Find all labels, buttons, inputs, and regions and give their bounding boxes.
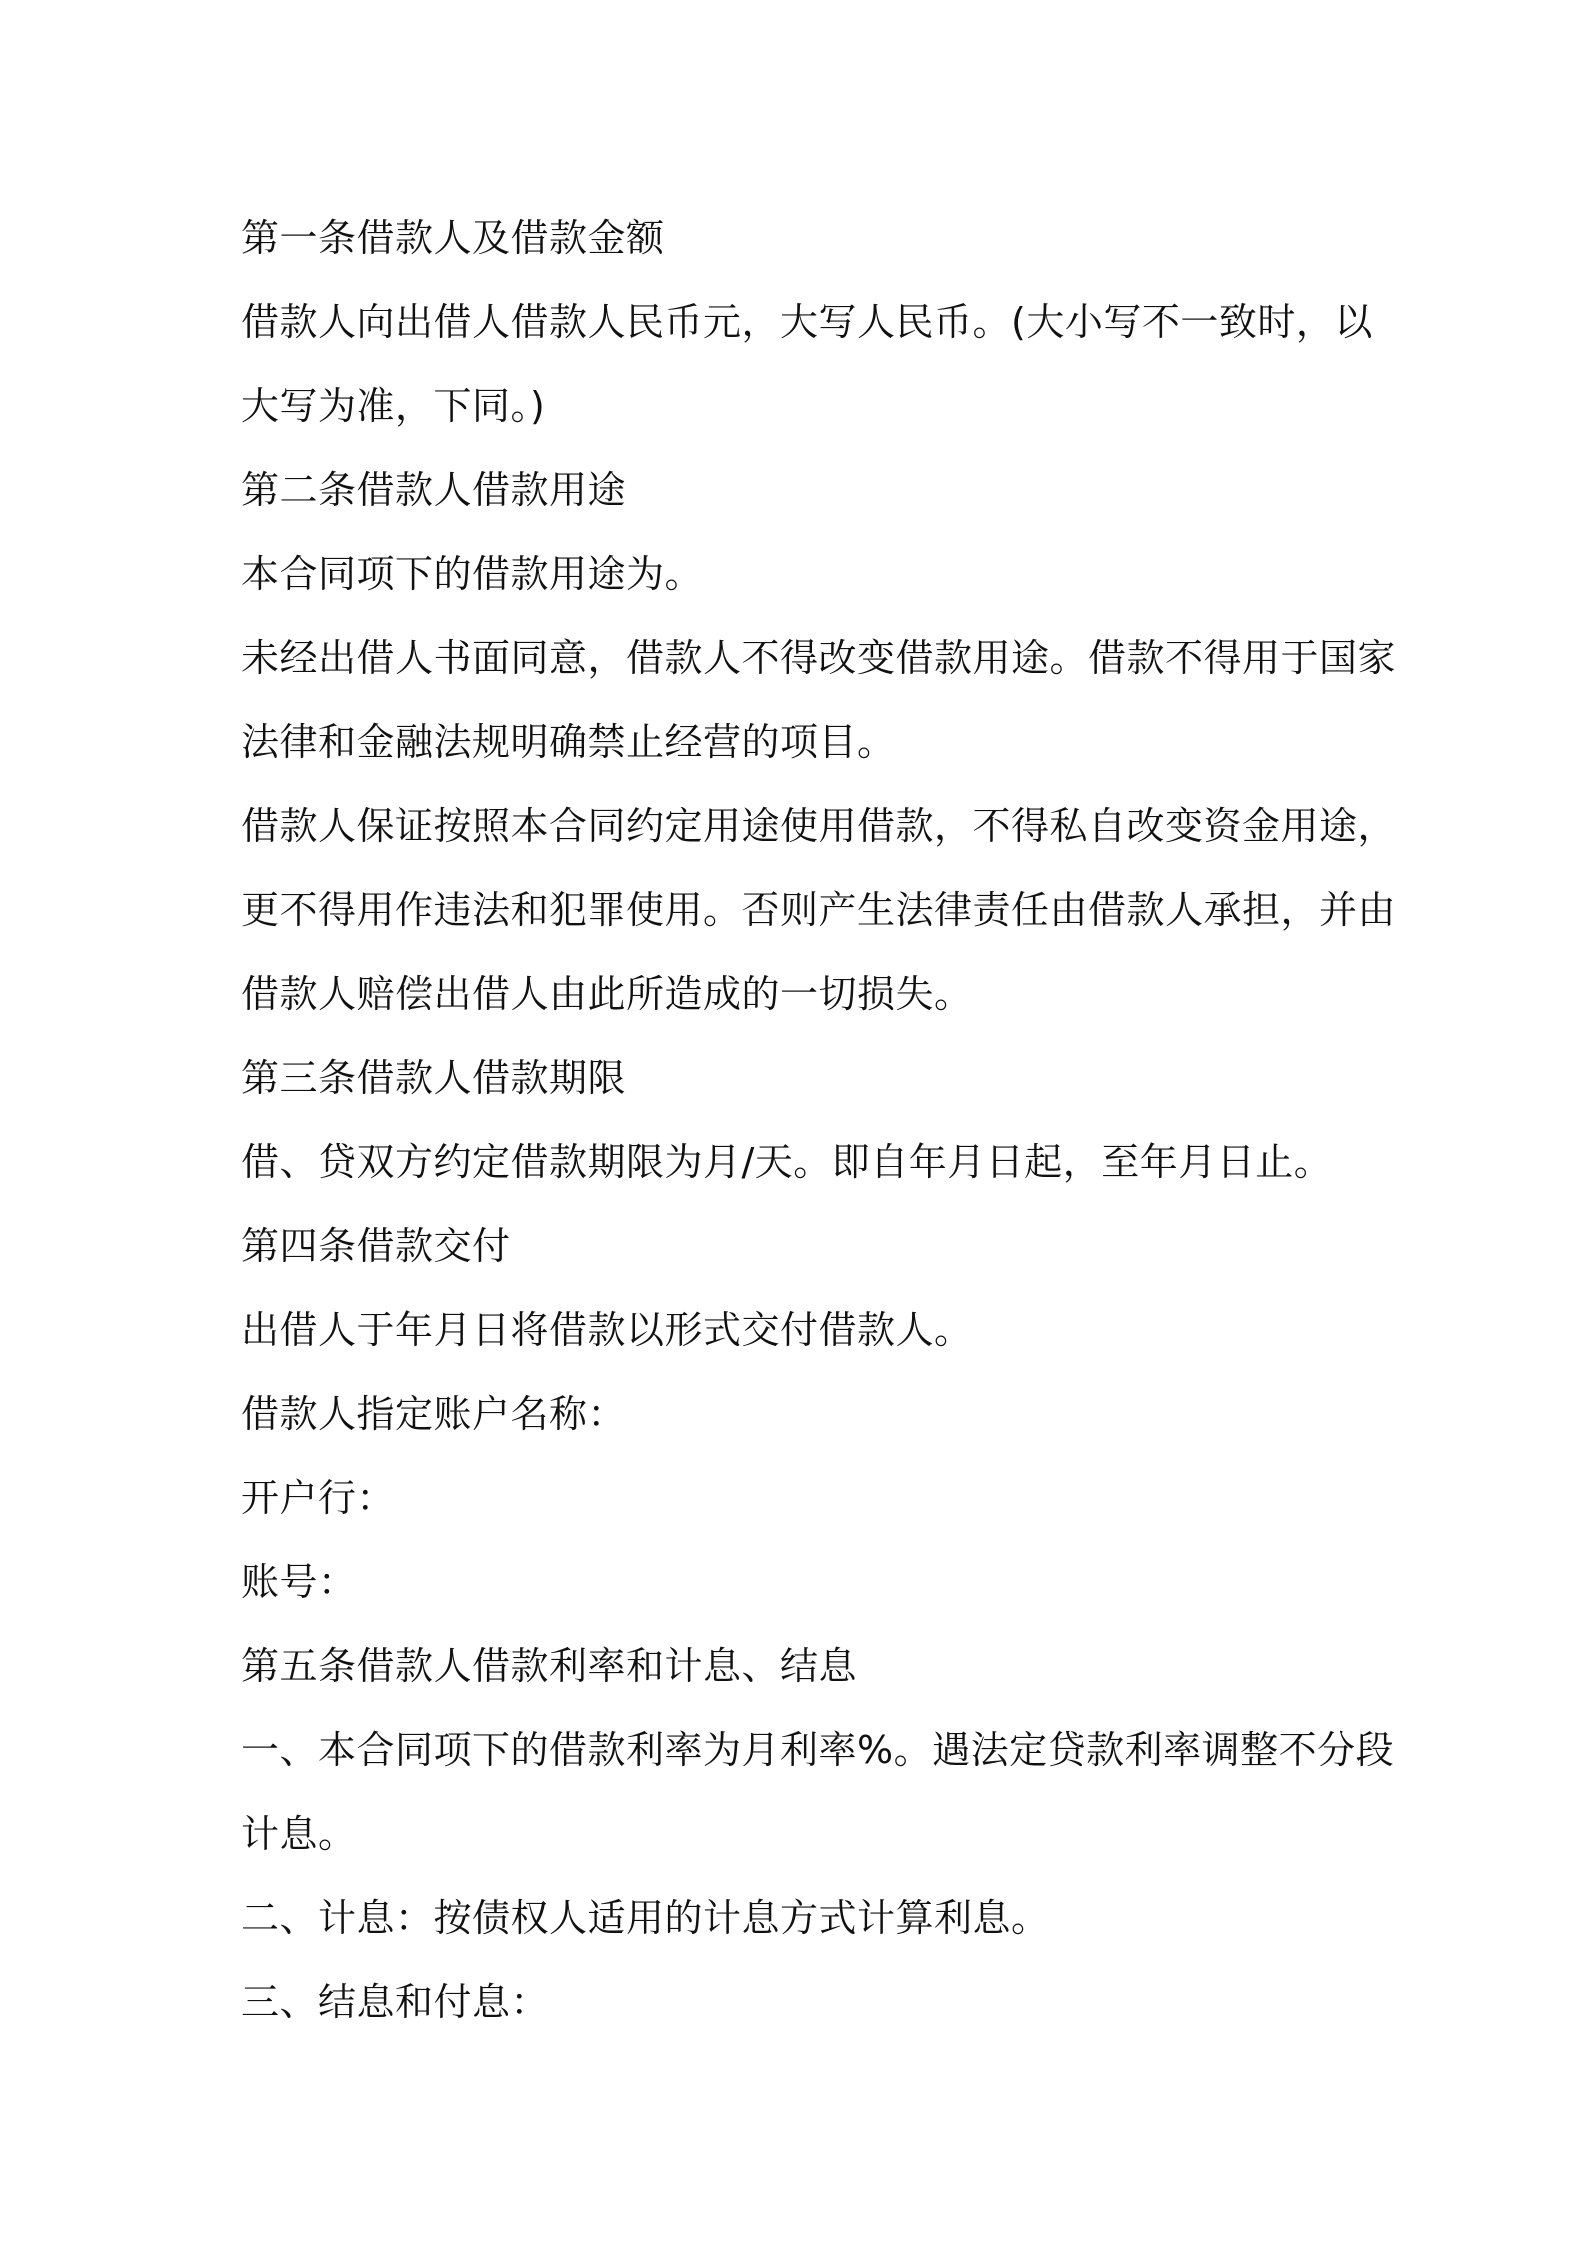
paragraph-line: 计息。 (241, 1812, 357, 1856)
paragraph-line: 三、结息和付息： (241, 1980, 550, 2024)
paragraph-line: 借、贷双方约定借款期限为月/天。即自年月日起，至年月日止。 (241, 1140, 1333, 1184)
paragraph-line: 二、计息：按债权人适用的计息方式计算利息。 (241, 1896, 1050, 1940)
article-5-heading: 第五条借款人借款利率和计息、结息 (241, 1644, 858, 1688)
paragraph-line: 借款人赔偿出借人由此所造成的一切损失。 (241, 972, 973, 1016)
article-4-heading: 第四条借款交付 (241, 1224, 511, 1268)
paragraph-line: 大写为准，下同。) (241, 384, 546, 428)
paragraph-line: 更不得用作违法和犯罪使用。否则产生法律责任由借款人承担，并由 (241, 888, 1397, 932)
article-2-heading: 第二条借款人借款用途 (241, 468, 627, 512)
paragraph-line: 一、本合同项下的借款利率为月利率%。遇法定贷款利率调整不分段 (241, 1728, 1395, 1772)
account-name-field: 借款人指定账户名称： (241, 1392, 627, 1436)
article-1-heading: 第一条借款人及借款金额 (241, 216, 665, 260)
paragraph-line: 出借人于年月日将借款以形式交付借款人。 (241, 1308, 973, 1352)
paragraph-line: 借款人保证按照本合同约定用途使用借款，不得私自改变资金用途， (241, 804, 1397, 848)
paragraph-line: 借款人向出借人借款人民币元，大写人民币。(大小写不一致时，以 (241, 300, 1373, 344)
article-3-heading: 第三条借款人借款期限 (241, 1056, 627, 1100)
paragraph-line: 法律和金融法规明确禁止经营的项目。 (241, 720, 896, 764)
document-body (241, 196, 1397, 2044)
bank-field: 开户行： (241, 1476, 396, 1520)
paragraph-line: 本合同项下的借款用途为。 (241, 552, 704, 596)
paragraph-line: 未经出借人书面同意，借款人不得改变借款用途。借款不得用于国家 (241, 636, 1397, 680)
account-number-field: 账号： (241, 1560, 357, 1604)
